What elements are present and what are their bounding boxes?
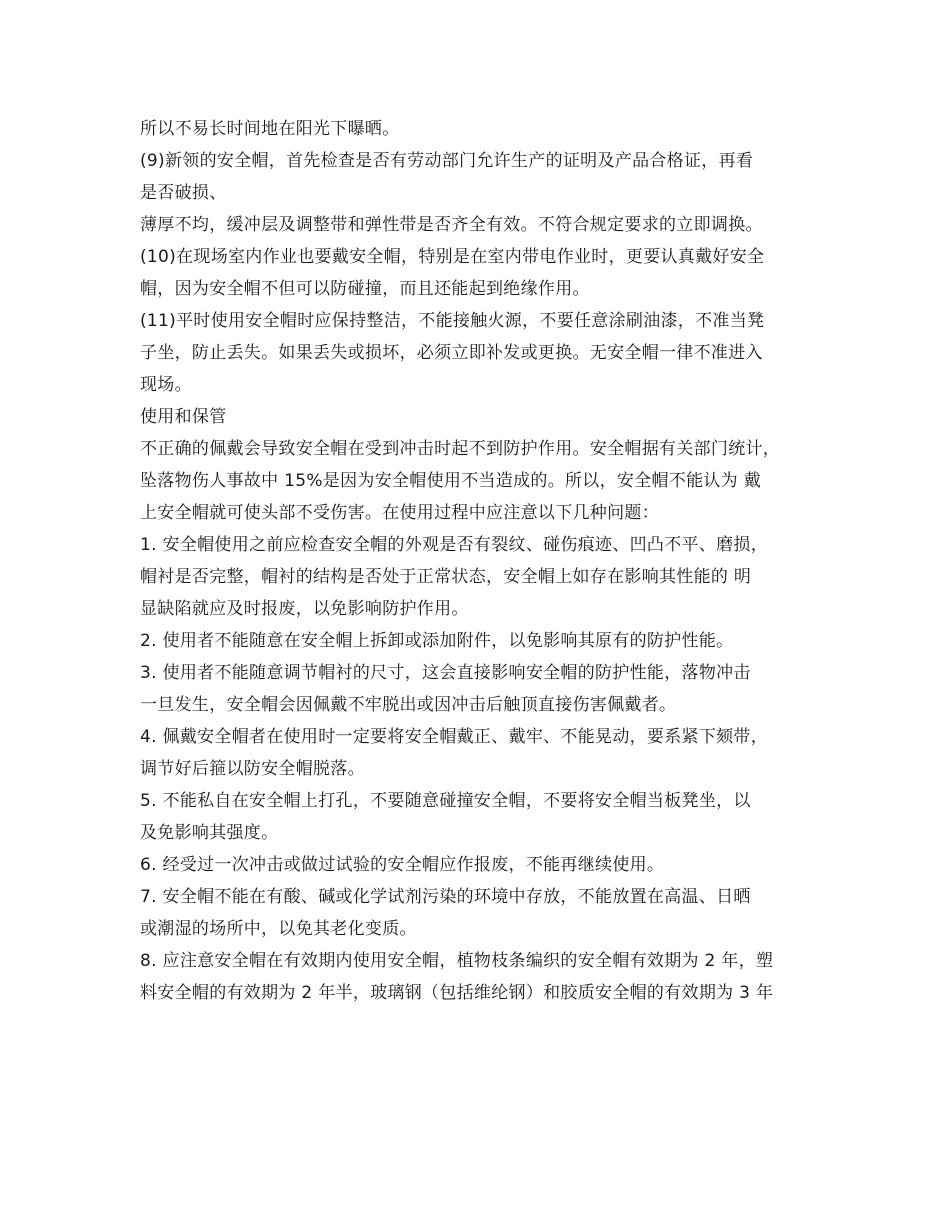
text-line: 子坐，防止丢失。如果丢失或损坏，必须立即补发或更换。无安全帽一律不准进入 [140,343,763,363]
text-line: 帽，因为安全帽不但可以防碰撞，而且还能起到绝缘作用。 [140,279,590,299]
document-body [140,113,830,1009]
text-line: (10)在现场室内作业也要戴安全帽，特别是在室内带电作业时，更要认真戴好安全 [140,247,765,267]
text-line: 2. 使用者不能随意在安全帽上拆卸或添加附件，以免影响其原有的防护性能。 [140,631,734,651]
text-line: 7. 安全帽不能在有酸、碱或化学试剂污染的环境中存放，不能放置在高温、日晒 [140,887,751,907]
text-line: (11)平时使用安全帽时应保持整洁，不能接触火源，不要任意涂刷油漆，不准当凳 [140,311,765,331]
text-line: 帽衬是否完整，帽衬的结构是否处于正常状态，安全帽上如存在影响其性能的 明 [140,567,752,587]
text-line: 6. 经受过一次冲击或做过试验的安全帽应作报废，不能再继续使用。 [140,855,665,875]
text-line: 调节好后箍以防安全帽脱落。 [140,759,365,779]
text-line: 是否破损、 [140,183,227,203]
text-line: 4. 佩戴安全帽者在使用时一定要将安全帽戴正、戴牢、不能晃动，要系紧下颏带， [140,727,769,747]
text-line: 及免影响其强度。 [140,823,279,843]
text-line: 或潮湿的场所中，以免其老化变质。 [140,919,417,939]
text-line: 使用和保管 [140,407,227,427]
text-line: 3. 使用者不能随意调节帽衬的尺寸，这会直接影响安全帽的防护性能，落物冲击 [140,663,751,683]
text-line: 现场。 [140,375,192,395]
text-line: 上安全帽就可使头部不受伤害。在使用过程中应注意以下几种问题： [140,503,659,523]
text-line: 5. 不能私自在安全帽上打孔，不要随意碰撞安全帽，不要将安全帽当板凳坐，以 [140,791,751,811]
text-line: 不正确的佩戴会导致安全帽在受到冲击时起不到防护作用。安全帽据有关部门统计， [140,439,781,459]
text-line: 料安全帽的有效期为 2 年半，玻璃钢（包括维纶钢）和胶质安全帽的有效期为 3 年 [140,983,774,1003]
text-line: 显缺陷就应及时报废，以免影响防护作用。 [140,599,469,619]
text-line: 一旦发生，安全帽会因佩戴不牢脱出或因冲击后触顶直接伤害佩戴者。 [140,695,677,715]
text-line: 所以不易长时间地在阳光下曝晒。 [140,119,400,139]
text-line: 1. 安全帽使用之前应检查安全帽的外观是否有裂纹、碰伤痕迹、凹凸不平、磨损， [140,535,769,555]
text-line: 坠落物伤人事故中 15%是因为安全帽使用不当造成的。所以，安全帽不能认为 戴 [140,471,761,491]
text-line: 8. 应注意安全帽在有效期内使用安全帽，植物枝条编织的安全帽有效期为 2 年，塑 [140,951,774,971]
text-line: 薄厚不均，缓冲层及调整带和弹性带是否齐全有效。不符合规定要求的立即调换。 [140,215,763,235]
text-line: (9)新领的安全帽，首先检查是否有劳动部门允许生产的证明及产品合格证，再看 [140,151,754,171]
